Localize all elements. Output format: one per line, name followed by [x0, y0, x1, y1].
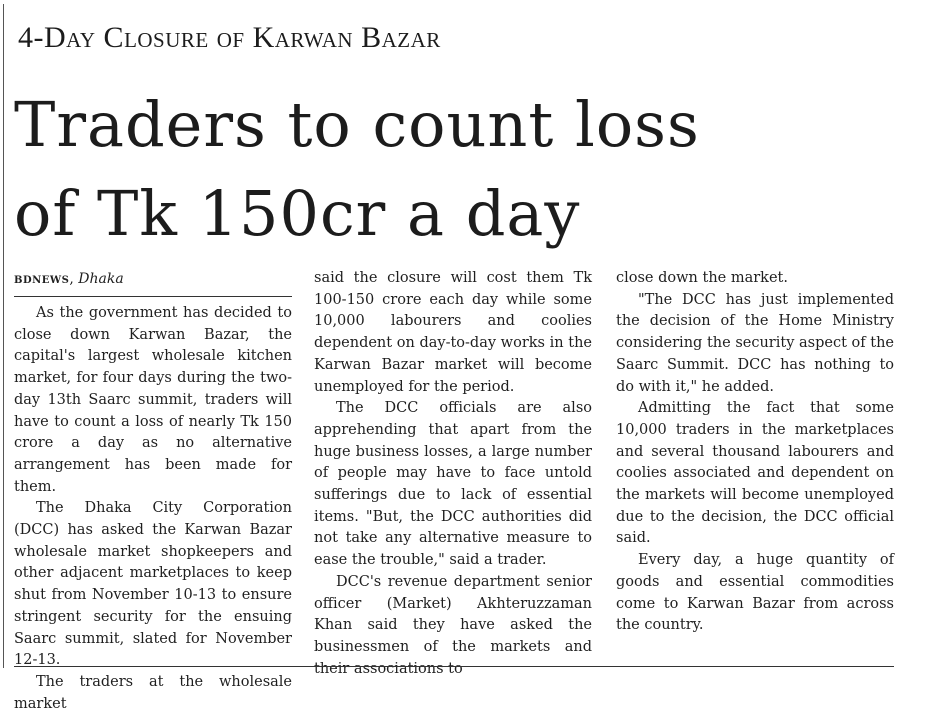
kicker-headline: 4-Day Closure of Karwan Bazar [18, 21, 441, 54]
paragraph: The DCC officials are also apprehending that apart from the huge business losses, a large number of people may have to face untold sufferings due to lack of essential items. "But, the DCC authorities did not take any alternative measure to ease the trouble," said a trader. [314, 400, 592, 569]
bottom-rule [14, 666, 894, 667]
byline [14, 268, 292, 290]
paragraph: The Dhaka City Corporation (DCC) has asked the Karwan Bazar wholesale market shopkeepers and other adjacent marketplaces to keep shut from November 10-13 to ensure stringent security for the ensuing Saarc summit, slated for November 12-13. [14, 500, 292, 669]
main-headline [14, 80, 914, 258]
column-2 [314, 268, 592, 680]
column-3 [616, 268, 894, 637]
headline-line-2: of Tk 150cr a day [14, 177, 581, 250]
byline-agency: bdnews [14, 271, 70, 287]
column-1 [14, 268, 292, 715]
paragraph: "The DCC has just implemented the decision of the Home Ministry considering the security aspect of the Saarc Summit. DCC has nothing to do with it," he added. [616, 291, 894, 395]
headline-line-1: Traders to count loss [14, 88, 700, 161]
byline-place: Dhaka [78, 271, 124, 287]
paragraph: The traders at the wholesale market [14, 673, 292, 712]
paragraph-continued: close down the market. [616, 270, 788, 286]
paragraph: As the government has decided to close down Karwan Bazar, the capital's largest wholesale kitchen market, for four days during the two-day 13th Saarc summit, traders will have to count a loss of nearly Tk 150 crore a day as no alternative arrangement has been made for them. [14, 305, 292, 495]
article-body [0, 268, 925, 712]
byline-separator: , [69, 271, 79, 287]
paragraph-continued: said the closure will cost them Tk 100-150 crore each day while some 10,000 labourers and coolies dependent on day-to-day works in the Karwan Bazar market will become unemployed for the period. [314, 270, 592, 395]
paragraph: Admitting the fact that some 10,000 traders in the marketplaces and several thousand labourers and coolies associated and dependent on the markets will become unemployed due to the decision, the DCC official said. [616, 400, 894, 547]
paragraph: DCC's revenue department senior officer (Market) Akhteruzzaman Khan said they have asked the businessmen of the markets and their associations to [314, 573, 592, 677]
byline-rule [14, 296, 292, 297]
paragraph: Every day, a huge quantity of goods and essential commodities come to Karwan Bazar from across the country. [616, 552, 894, 634]
